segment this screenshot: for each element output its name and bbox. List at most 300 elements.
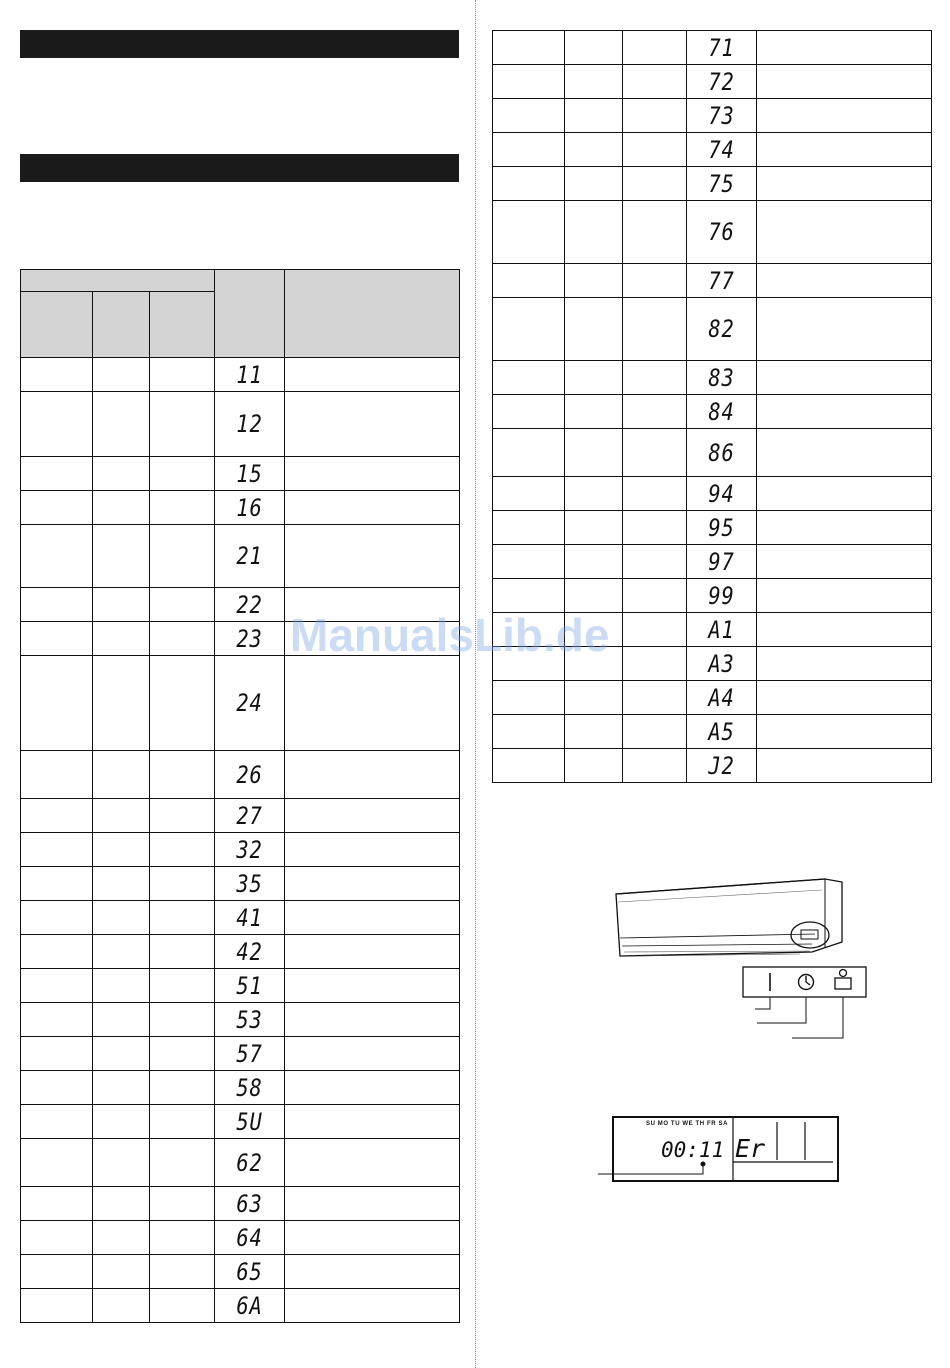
error-code: 82	[708, 315, 735, 343]
header-cell	[215, 270, 285, 358]
error-code: J2	[708, 751, 735, 780]
code-cell	[215, 799, 285, 833]
error-indicator: Er	[735, 1134, 766, 1163]
error-code: 76	[708, 218, 735, 246]
table-cell	[93, 622, 150, 656]
table-cell	[565, 264, 623, 298]
table-cell	[757, 613, 932, 647]
error-code: A1	[708, 615, 735, 644]
table-row	[21, 1003, 460, 1037]
table-row	[21, 1187, 460, 1221]
table-cell	[21, 1071, 93, 1105]
table-row	[493, 167, 932, 201]
table-cell	[93, 867, 150, 901]
code-cell	[215, 358, 285, 392]
error-code: 21	[236, 542, 263, 570]
table-cell	[93, 1187, 150, 1221]
table-cell	[565, 715, 623, 749]
table-cell	[757, 681, 932, 715]
table-cell	[623, 545, 687, 579]
table-row	[21, 1255, 460, 1289]
table-cell	[93, 525, 150, 588]
header-cell	[21, 270, 215, 292]
code-cell	[215, 392, 285, 457]
table-cell	[150, 358, 215, 392]
error-code: 99	[708, 581, 735, 610]
code-cell	[215, 935, 285, 969]
table-cell	[623, 715, 687, 749]
table-cell	[285, 867, 460, 901]
table-cell	[623, 361, 687, 395]
error-code: 24	[236, 689, 263, 717]
error-code: 23	[236, 624, 263, 653]
table-cell	[623, 264, 687, 298]
table-cell	[93, 1037, 150, 1071]
table-cell	[93, 1139, 150, 1187]
table-cell	[285, 799, 460, 833]
table-cell	[93, 833, 150, 867]
code-cell	[687, 579, 757, 613]
table-row	[493, 545, 932, 579]
code-cell	[215, 588, 285, 622]
table-cell	[757, 545, 932, 579]
table-cell	[285, 656, 460, 751]
code-cell	[687, 477, 757, 511]
indoor-unit-illustration	[600, 872, 880, 1047]
table-cell	[285, 969, 460, 1003]
table-cell	[21, 622, 93, 656]
section-header-bar-1	[20, 30, 459, 58]
table-cell	[757, 298, 932, 361]
table-cell	[757, 715, 932, 749]
table-cell	[21, 656, 93, 751]
table-cell	[565, 99, 623, 133]
table-cell	[150, 1037, 215, 1071]
table-cell	[150, 392, 215, 457]
table-cell	[285, 392, 460, 457]
table-cell	[493, 477, 565, 511]
table-cell	[285, 491, 460, 525]
code-cell	[687, 65, 757, 99]
weekday-indicators: SU MO TU WE TH FR SA	[646, 1121, 728, 1127]
table-cell	[285, 833, 460, 867]
code-cell	[687, 681, 757, 715]
table-cell	[623, 298, 687, 361]
code-cell	[687, 133, 757, 167]
table-cell	[285, 1187, 460, 1221]
table-cell	[623, 133, 687, 167]
code-cell	[687, 715, 757, 749]
table-row	[21, 457, 460, 491]
table-cell	[93, 491, 150, 525]
table-cell	[93, 1221, 150, 1255]
table-cell	[21, 1105, 93, 1139]
error-code: 64	[236, 1223, 263, 1252]
table-cell	[150, 867, 215, 901]
table-cell	[150, 656, 215, 751]
error-code: 75	[708, 169, 735, 198]
table-row	[493, 361, 932, 395]
table-cell	[150, 1289, 215, 1323]
table-cell	[285, 901, 460, 935]
header-cell	[93, 292, 150, 358]
table-row	[21, 491, 460, 525]
table-cell	[21, 833, 93, 867]
table-cell	[493, 201, 565, 264]
table-row	[21, 1289, 460, 1323]
table-row	[493, 477, 932, 511]
table-cell	[21, 358, 93, 392]
code-cell	[215, 656, 285, 751]
table-cell	[150, 751, 215, 799]
table-row	[21, 751, 460, 799]
table-row	[493, 65, 932, 99]
table-cell	[493, 65, 565, 99]
table-row	[21, 1221, 460, 1255]
table-cell	[493, 511, 565, 545]
table-cell	[757, 99, 932, 133]
table-cell	[93, 358, 150, 392]
table-cell	[21, 751, 93, 799]
error-code: 86	[708, 438, 735, 467]
table-cell	[493, 361, 565, 395]
code-cell	[687, 647, 757, 681]
code-cell	[687, 395, 757, 429]
table-row	[21, 833, 460, 867]
table-cell	[493, 395, 565, 429]
table-row	[493, 681, 932, 715]
table-cell	[493, 133, 565, 167]
table-cell	[565, 31, 623, 65]
code-cell	[687, 429, 757, 477]
table-row	[493, 298, 932, 361]
table-cell	[757, 749, 932, 783]
error-code: 22	[236, 590, 263, 619]
error-code: 63	[236, 1189, 263, 1218]
table-cell	[493, 298, 565, 361]
table-cell	[565, 201, 623, 264]
table-cell	[21, 799, 93, 833]
code-cell	[215, 751, 285, 799]
error-code: 41	[236, 903, 263, 932]
table-cell	[623, 65, 687, 99]
table-cell	[757, 511, 932, 545]
table-cell	[150, 1105, 215, 1139]
table-cell	[757, 264, 932, 298]
error-code: A3	[708, 649, 735, 678]
table-cell	[93, 656, 150, 751]
table-cell	[150, 1071, 215, 1105]
table-row	[493, 99, 932, 133]
error-code: 11	[236, 360, 263, 389]
watermark: ManualsLib.de	[290, 609, 610, 661]
table-row	[21, 358, 460, 392]
table-cell	[565, 65, 623, 99]
code-cell	[215, 1221, 285, 1255]
table-cell	[285, 1289, 460, 1323]
table-cell	[493, 429, 565, 477]
table-row	[493, 395, 932, 429]
error-code-table-right	[492, 30, 932, 783]
table-row	[21, 969, 460, 1003]
table-cell	[757, 133, 932, 167]
code-cell	[215, 833, 285, 867]
error-code: 16	[236, 493, 263, 522]
table-cell	[150, 1187, 215, 1221]
code-cell	[687, 361, 757, 395]
code-cell	[687, 298, 757, 361]
table-cell	[565, 477, 623, 511]
table-cell	[93, 457, 150, 491]
table-cell	[623, 167, 687, 201]
table-cell	[150, 969, 215, 1003]
table-cell	[93, 1289, 150, 1323]
table-cell	[21, 969, 93, 1003]
table-cell	[150, 935, 215, 969]
error-code: 62	[236, 1148, 263, 1177]
table-cell	[150, 457, 215, 491]
table-cell	[493, 749, 565, 783]
table-cell	[285, 1255, 460, 1289]
code-cell	[687, 264, 757, 298]
table-cell	[565, 298, 623, 361]
table-cell	[493, 681, 565, 715]
table-cell	[623, 99, 687, 133]
error-code-table-left	[20, 269, 460, 1323]
table-cell	[565, 361, 623, 395]
error-code: 6A	[236, 1291, 263, 1320]
error-code: 15	[236, 459, 263, 488]
table-cell	[150, 833, 215, 867]
table-cell	[150, 1255, 215, 1289]
error-code: 32	[236, 835, 263, 864]
table-cell	[757, 477, 932, 511]
table-row	[21, 935, 460, 969]
code-cell	[687, 31, 757, 65]
table-cell	[21, 392, 93, 457]
table-cell	[150, 588, 215, 622]
table-cell	[21, 1255, 93, 1289]
table-cell	[623, 31, 687, 65]
table-cell	[565, 429, 623, 477]
table-cell	[623, 681, 687, 715]
table-cell	[93, 901, 150, 935]
table-cell	[21, 1289, 93, 1323]
table-cell	[757, 65, 932, 99]
table-cell	[623, 749, 687, 783]
table-cell	[21, 935, 93, 969]
code-cell	[687, 99, 757, 133]
table-cell	[623, 395, 687, 429]
table-row	[21, 799, 460, 833]
table-cell	[21, 1037, 93, 1071]
code-cell	[687, 201, 757, 264]
table-cell	[623, 201, 687, 264]
code-cell	[215, 1037, 285, 1071]
error-code: 71	[708, 33, 735, 62]
table-cell	[285, 935, 460, 969]
error-code: 97	[708, 547, 735, 576]
table-cell	[150, 1003, 215, 1037]
table-cell	[493, 715, 565, 749]
error-code: 42	[236, 937, 263, 966]
error-code: 73	[708, 101, 735, 130]
table-cell	[565, 133, 623, 167]
error-code: 12	[236, 410, 263, 438]
table-cell	[493, 545, 565, 579]
table-cell	[623, 579, 687, 613]
code-cell	[215, 867, 285, 901]
table-cell	[757, 167, 932, 201]
table-cell	[565, 167, 623, 201]
table-cell	[757, 579, 932, 613]
table-cell	[150, 1139, 215, 1187]
header-cell	[21, 292, 93, 358]
code-cell	[215, 525, 285, 588]
table-cell	[493, 99, 565, 133]
table-cell	[623, 647, 687, 681]
code-cell	[215, 491, 285, 525]
code-cell	[215, 1187, 285, 1221]
table-cell	[150, 799, 215, 833]
table-cell	[93, 799, 150, 833]
table-cell	[565, 511, 623, 545]
table-cell	[150, 491, 215, 525]
error-code: 95	[708, 513, 735, 542]
table-cell	[565, 395, 623, 429]
table-row	[493, 31, 932, 65]
table-cell	[757, 395, 932, 429]
error-code: 35	[236, 869, 263, 898]
table-cell	[21, 901, 93, 935]
table-cell	[285, 457, 460, 491]
error-code: 94	[708, 479, 735, 508]
code-cell	[215, 622, 285, 656]
table-cell	[150, 622, 215, 656]
code-cell	[215, 1139, 285, 1187]
time-readout: 00:11	[661, 1138, 725, 1162]
code-cell	[687, 545, 757, 579]
code-cell	[215, 1255, 285, 1289]
table-cell	[150, 525, 215, 588]
table-cell	[93, 1003, 150, 1037]
table-row	[21, 1105, 460, 1139]
error-code: 26	[236, 760, 263, 789]
error-code: A5	[708, 717, 735, 746]
table-cell	[93, 392, 150, 457]
error-code: 53	[236, 1005, 263, 1034]
error-code: 27	[236, 801, 263, 830]
table-row	[493, 749, 932, 783]
header-cell	[150, 292, 215, 358]
table-cell	[93, 588, 150, 622]
table-row	[21, 1037, 460, 1071]
table-cell	[21, 491, 93, 525]
error-code: 57	[236, 1039, 263, 1068]
code-cell	[687, 613, 757, 647]
code-cell	[687, 167, 757, 201]
table-cell	[93, 1071, 150, 1105]
code-cell	[215, 457, 285, 491]
code-cell	[687, 511, 757, 545]
table-cell	[93, 1255, 150, 1289]
table-cell	[285, 525, 460, 588]
error-code: A4	[708, 683, 735, 712]
table-cell	[285, 1221, 460, 1255]
table-row	[21, 867, 460, 901]
code-cell	[215, 1003, 285, 1037]
error-code: 5U	[236, 1107, 263, 1136]
code-cell	[687, 749, 757, 783]
error-code: 84	[708, 397, 735, 426]
error-code: 51	[236, 971, 263, 1000]
table-row	[21, 656, 460, 751]
table-cell	[21, 1221, 93, 1255]
table-row	[493, 201, 932, 264]
table-cell	[21, 588, 93, 622]
table-row	[21, 1139, 460, 1187]
section-header-bar-2	[20, 154, 459, 182]
table-cell	[21, 1187, 93, 1221]
table-cell	[757, 31, 932, 65]
error-code: 58	[236, 1073, 263, 1102]
code-cell	[215, 1071, 285, 1105]
table-cell	[21, 525, 93, 588]
table-cell	[757, 201, 932, 264]
table-cell	[623, 477, 687, 511]
error-code: 74	[708, 135, 735, 164]
table-cell	[285, 1071, 460, 1105]
table-cell	[150, 1221, 215, 1255]
table-row	[493, 429, 932, 477]
table-cell	[493, 264, 565, 298]
error-code: 72	[708, 67, 735, 96]
table-cell	[565, 545, 623, 579]
table-cell	[93, 969, 150, 1003]
error-code: 83	[708, 363, 735, 392]
code-cell	[215, 901, 285, 935]
table-cell	[757, 647, 932, 681]
table-row	[21, 392, 460, 457]
table-cell	[285, 1003, 460, 1037]
table-cell	[21, 1003, 93, 1037]
table-cell	[757, 429, 932, 477]
code-cell	[215, 1289, 285, 1323]
table-cell	[21, 1139, 93, 1187]
table-cell	[285, 751, 460, 799]
table-cell	[493, 31, 565, 65]
table-cell	[21, 457, 93, 491]
table-cell	[285, 1139, 460, 1187]
table-cell	[21, 867, 93, 901]
table-row	[493, 264, 932, 298]
table-cell	[93, 935, 150, 969]
table-row	[21, 901, 460, 935]
table-cell	[757, 361, 932, 395]
header-cell	[285, 270, 460, 358]
table-row	[21, 1071, 460, 1105]
table-cell	[565, 681, 623, 715]
code-cell	[215, 969, 285, 1003]
code-cell	[215, 1105, 285, 1139]
error-code: 65	[236, 1257, 263, 1286]
table-cell	[285, 358, 460, 392]
table-cell	[93, 751, 150, 799]
table-cell	[93, 1105, 150, 1139]
table-cell	[150, 901, 215, 935]
table-row	[493, 715, 932, 749]
table-row	[493, 511, 932, 545]
